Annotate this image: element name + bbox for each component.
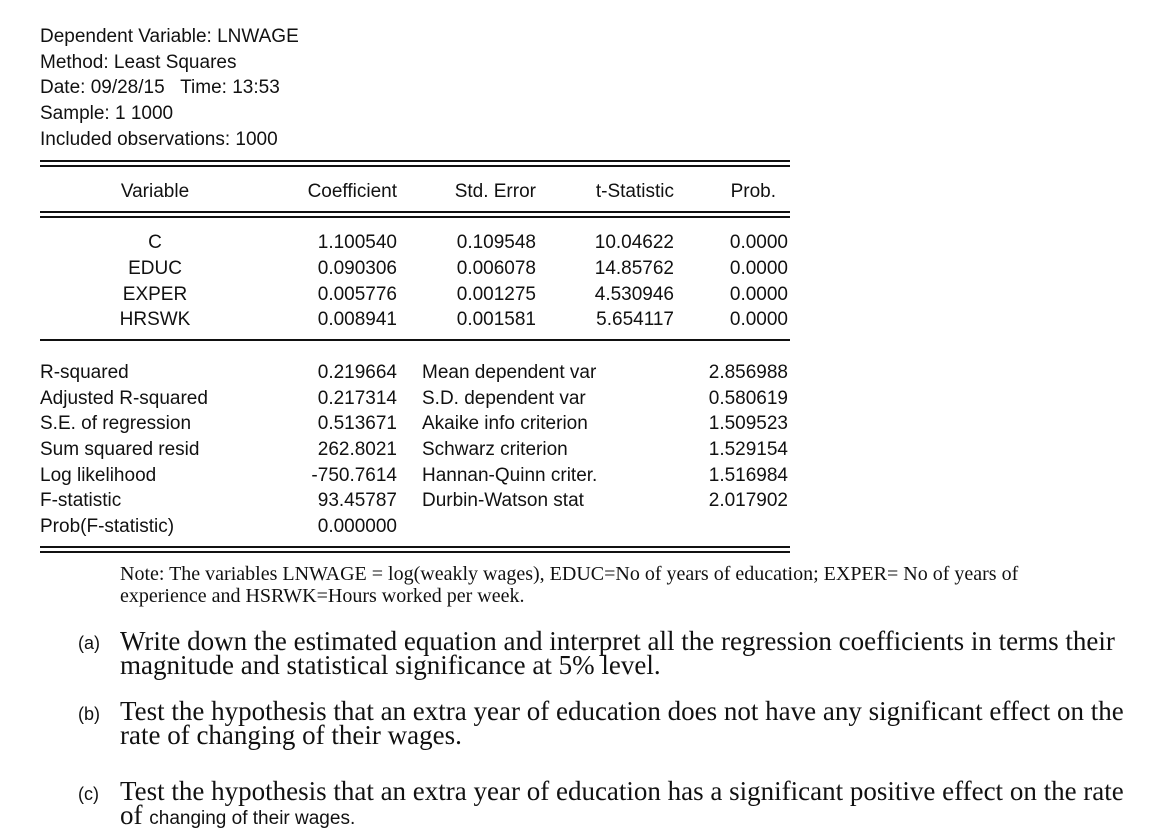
stat-label: S.E. of regression	[40, 413, 192, 434]
row-prob: 0.0000	[729, 309, 788, 330]
row-t-statistic: 10.04622	[594, 232, 674, 253]
stat-value: 1.529154	[708, 439, 788, 460]
variables-note: Note: The variables LNWAGE = log(weakly wages), EDUC=No of years of education; EXPER= No of years of experience and HSRWK=Hours worked per week.	[120, 563, 1019, 607]
sample-line: Sample: 1 1000	[40, 103, 174, 124]
question-text: Test the hypothesis that an extra year of education has a significant positive effect on the rate of changing of their wages.	[120, 776, 1124, 830]
stat-label: Adjusted R-squared	[40, 388, 208, 409]
row-variable: EXPER	[122, 284, 188, 305]
dependent-variable-line: Dependent Variable: LNWAGE	[40, 26, 299, 47]
row-std-error: 0.006078	[456, 258, 536, 279]
header-rule-1	[40, 211, 790, 213]
stat-label: F-statistic	[40, 490, 122, 511]
row-coefficient: 1.100540	[317, 232, 397, 253]
stat-value: 1.509523	[708, 413, 788, 434]
row-prob: 0.0000	[729, 232, 788, 253]
date-time-line: Date: 09/28/15 Time: 13:53	[40, 77, 280, 98]
row-variable: HRSWK	[119, 309, 191, 330]
column-header-variable: Variable	[120, 181, 190, 202]
stat-value: 2.017902	[708, 490, 788, 511]
stat-label: S.D. dependent var	[422, 388, 586, 409]
stat-value: 0.513671	[317, 413, 397, 434]
coefficients-bottom-rule	[40, 339, 790, 341]
stat-value: -750.7614	[311, 465, 397, 486]
row-std-error: 0.001275	[456, 284, 536, 305]
column-header-std-error: Std. Error	[454, 181, 536, 202]
stat-value: 1.516984	[708, 465, 788, 486]
table-bottom-rule-1	[40, 546, 790, 548]
question-label: (a)	[78, 633, 100, 653]
column-header-coefficient: Coefficient	[307, 181, 397, 202]
method-line: Method: Least Squares	[40, 52, 237, 73]
row-prob: 0.0000	[729, 284, 788, 305]
included-observations-line: Included observations: 1000	[40, 129, 278, 150]
row-coefficient: 0.090306	[317, 258, 397, 279]
row-t-statistic: 14.85762	[594, 258, 674, 279]
row-variable: EDUC	[128, 258, 182, 279]
row-std-error: 0.001581	[456, 309, 536, 330]
stat-value: 0.000000	[317, 516, 397, 537]
question-text-tail: changing of their wages.	[149, 808, 356, 829]
stat-label: Log likelihood	[40, 465, 157, 486]
stat-label: Schwarz criterion	[422, 439, 568, 460]
header-rule-2	[40, 216, 790, 218]
table-top-rule-2	[40, 165, 790, 167]
table-bottom-rule-2	[40, 551, 790, 553]
stat-label: Akaike info criterion	[422, 413, 588, 434]
stat-value: 0.217314	[317, 388, 397, 409]
question-label: (b)	[78, 704, 100, 724]
column-header-prob: Prob.	[730, 181, 776, 202]
stat-label: Prob(F-statistic)	[40, 516, 175, 537]
stat-value: 2.856988	[708, 362, 788, 383]
question-text: Write down the estimated equation and interpret all the regression coefficients in terms their magnitude and statistical significance at 5% level.	[120, 626, 1115, 680]
stat-value: 0.580619	[708, 388, 788, 409]
table-top-rule-1	[40, 160, 790, 162]
stat-label: R-squared	[40, 362, 129, 383]
row-t-statistic: 4.530946	[594, 284, 674, 305]
row-prob: 0.0000	[729, 258, 788, 279]
row-coefficient: 0.005776	[317, 284, 397, 305]
stat-value: 0.219664	[317, 362, 397, 383]
stat-value: 262.8021	[317, 439, 397, 460]
row-t-statistic: 5.654117	[596, 309, 674, 330]
question-text: Test the hypothesis that an extra year of education does not have any significant effect on the rate of changing of their wages.	[120, 696, 1124, 750]
row-coefficient: 0.008941	[317, 309, 397, 330]
stat-value: 93.45787	[317, 490, 397, 511]
column-header-t-statistic: t-Statistic	[595, 181, 674, 202]
stat-label: Mean dependent var	[422, 362, 597, 383]
stat-label: Durbin-Watson stat	[422, 490, 584, 511]
row-std-error: 0.109548	[456, 232, 536, 253]
question-label: (c)	[78, 784, 99, 804]
stat-label: Hannan-Quinn criter.	[422, 465, 598, 486]
row-variable: C	[148, 232, 162, 253]
stat-label: Sum squared resid	[40, 439, 200, 460]
